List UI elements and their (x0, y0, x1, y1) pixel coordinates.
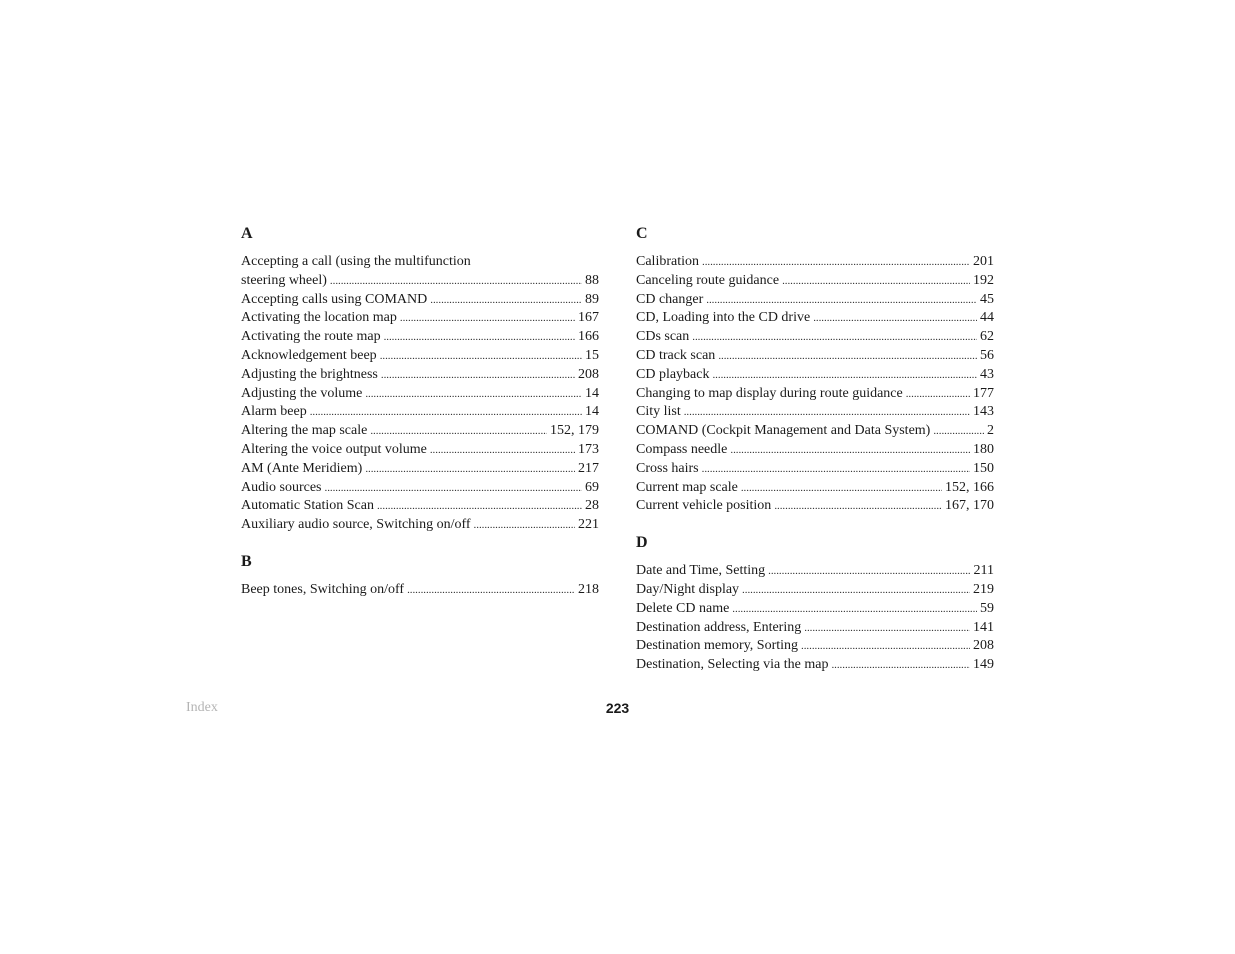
entry-page-number: 59 (980, 600, 994, 616)
dot-leader (380, 347, 582, 366)
entry-page-number: 56 (980, 347, 994, 363)
entry-label: CD, Loading into the CD drive (636, 310, 811, 326)
dot-leader (400, 309, 575, 328)
index-entry (636, 253, 994, 272)
dot-leader (430, 291, 582, 310)
entry-label: Activating the location map (241, 310, 397, 326)
index-entry (636, 366, 994, 385)
dot-leader (330, 272, 582, 291)
index-entry (241, 347, 599, 366)
dot-leader (370, 422, 547, 441)
index-entry (636, 637, 994, 656)
section-letter-a: A (241, 225, 253, 242)
dot-leader (732, 600, 977, 619)
entry-page-number: 177 (973, 385, 994, 401)
index-entry-continued (241, 253, 599, 272)
entry-label: CDs scan (636, 329, 690, 345)
entry-page-number: 208 (578, 366, 599, 382)
index-entry (636, 403, 994, 422)
entry-page-number: 180 (973, 441, 994, 457)
entry-page-number: 211 (973, 563, 994, 579)
index-section-b (241, 552, 599, 600)
entry-label: Delete CD name (636, 600, 730, 616)
entry-page-number: 89 (585, 291, 599, 307)
entry-label: Audio sources (241, 479, 322, 495)
dot-leader (430, 441, 575, 460)
entry-label: Canceling route guidance (636, 272, 780, 288)
dot-leader (381, 366, 575, 385)
entry-page-number: 152, 166 (945, 479, 994, 495)
index-entry (636, 497, 994, 516)
entry-page-number: 219 (973, 581, 994, 597)
entry-label: Adjusting the brightness (241, 366, 378, 382)
entry-page-number: 14 (585, 404, 599, 420)
entry-page-number: 150 (973, 460, 994, 476)
entry-label: Destination, Selecting via the map (636, 657, 829, 673)
index-entry (636, 619, 994, 638)
entry-page-number: 44 (980, 310, 994, 326)
index-entries-d (636, 562, 994, 675)
index-entries-a (241, 272, 599, 535)
footer-page-number: 223 (605, 700, 630, 716)
index-entry (241, 403, 599, 422)
entry-page-number: 88 (585, 272, 599, 288)
index-column-left (241, 224, 599, 600)
index-entry (636, 460, 994, 479)
index-entries-b (241, 581, 599, 600)
index-entry (241, 309, 599, 328)
dot-leader (804, 619, 970, 638)
entry-label: Destination memory, Sorting (636, 638, 799, 654)
index-entry (636, 422, 994, 441)
index-entry (241, 385, 599, 404)
index-entry (636, 309, 994, 328)
entry-page-number: 149 (973, 657, 994, 673)
entry-label: Auxiliary audio source, Switching on/off (241, 517, 471, 533)
dot-leader (692, 328, 977, 347)
entry-label: CD changer (636, 291, 704, 307)
dot-leader (407, 581, 575, 600)
dot-leader (768, 562, 970, 581)
dot-leader (730, 441, 970, 460)
entry-page-number: 2 (987, 423, 994, 439)
entry-label: Current vehicle position (636, 498, 772, 514)
dot-leader (702, 460, 970, 479)
entry-label: COMAND (Cockpit Management and Data System) (636, 423, 931, 439)
index-entry (241, 422, 599, 441)
entry-page-number: 45 (980, 291, 994, 307)
index-entry (636, 385, 994, 404)
section-letter-b: B (241, 552, 252, 570)
dot-leader (718, 347, 977, 366)
index-entry (241, 272, 599, 291)
entry-page-number: 221 (578, 517, 599, 533)
index-entry (241, 581, 599, 600)
entry-page-number: 143 (973, 404, 994, 420)
dot-leader (906, 385, 970, 404)
entry-page-number: 69 (585, 479, 599, 495)
index-entry (636, 562, 994, 581)
index-section-a (241, 224, 599, 535)
dot-leader (365, 385, 582, 404)
entry-page-number: 167, 170 (945, 498, 994, 514)
entry-label: Automatic Station Scan (241, 498, 374, 514)
dot-leader (831, 656, 970, 675)
entry-label: Current map scale (636, 479, 738, 495)
entry-label: Cross hairs (636, 460, 699, 476)
index-entry (636, 291, 994, 310)
entry-page-number: 141 (973, 619, 994, 635)
index-entry (241, 441, 599, 460)
entry-label: CD playback (636, 366, 710, 382)
entry-page-number: 173 (578, 441, 599, 457)
entry-label: Acknowledgement beep (241, 347, 377, 363)
entry-page-number: 217 (578, 460, 599, 476)
index-entry (241, 460, 599, 479)
dot-leader (702, 253, 970, 272)
entry-label: CD track scan (636, 347, 716, 363)
entry-label: Compass needle (636, 441, 728, 457)
entry-label: Day/Night display (636, 581, 740, 597)
index-entry (636, 347, 994, 366)
entry-label: AM (Ante Meridiem) (241, 460, 363, 476)
dot-leader (310, 403, 582, 422)
entry-label: Accepting a call (using the multifunction (241, 254, 471, 269)
dot-leader (325, 479, 583, 498)
dot-leader (813, 309, 977, 328)
entry-page-number: 218 (578, 581, 599, 597)
dot-leader (377, 497, 582, 516)
dot-leader (782, 272, 970, 291)
entry-page-number: 15 (585, 347, 599, 363)
section-letter-c: C (636, 225, 648, 242)
dot-leader (801, 637, 970, 656)
entry-page-number: 152, 179 (550, 423, 599, 439)
entry-page-number: 43 (980, 366, 994, 382)
footer-section-label: Index (186, 700, 218, 715)
index-entry (241, 291, 599, 310)
dot-leader (706, 291, 977, 310)
entry-page-number: 62 (980, 329, 994, 345)
entry-label: Calibration (636, 254, 699, 269)
entry-label: Changing to map display during route guidance (636, 385, 903, 401)
entry-label: Adjusting the volume (241, 385, 363, 401)
index-entry (241, 328, 599, 347)
index-section-c (636, 224, 994, 516)
index-entry (241, 516, 599, 535)
entry-label: Destination address, Entering (636, 619, 802, 635)
index-entry (241, 366, 599, 385)
dot-leader (384, 328, 575, 347)
dot-leader (933, 422, 984, 441)
entry-label: Altering the voice output volume (241, 441, 427, 457)
index-entry (636, 272, 994, 291)
dot-leader (684, 403, 970, 422)
entry-label: Beep tones, Switching on/off (241, 581, 405, 597)
dot-leader (741, 479, 942, 498)
dot-leader (365, 460, 575, 479)
index-entry (636, 441, 994, 460)
entry-label: Accepting calls using COMAND (241, 291, 428, 307)
entry-label: Altering the map scale (241, 423, 368, 439)
index-entry (636, 328, 994, 347)
index-entry (636, 656, 994, 675)
index-column-right (636, 224, 994, 675)
entry-label: City list (636, 404, 681, 420)
entry-label: Date and Time, Setting (636, 563, 766, 579)
index-entry (241, 479, 599, 498)
dot-leader (474, 516, 575, 535)
index-entry (636, 600, 994, 619)
index-entries-c (636, 253, 994, 516)
dot-leader (774, 497, 942, 516)
index-entry (636, 581, 994, 600)
index-section-d (636, 533, 994, 675)
entry-page-number: 14 (585, 385, 599, 401)
dot-leader (712, 366, 977, 385)
entry-page-number: 166 (578, 329, 599, 345)
entry-label: Alarm beep (241, 404, 307, 420)
entry-page-number: 192 (973, 272, 994, 288)
entry-page-number: 208 (973, 638, 994, 654)
index-entry (636, 479, 994, 498)
dot-leader (742, 581, 970, 600)
entry-page-number: 201 (973, 254, 994, 269)
entry-page-number: 167 (578, 310, 599, 326)
section-letter-d: D (636, 534, 648, 552)
entry-label: Activating the route map (241, 329, 381, 345)
entry-label: steering wheel) (241, 272, 327, 288)
entry-page-number: 28 (585, 498, 599, 514)
index-entry (241, 497, 599, 516)
